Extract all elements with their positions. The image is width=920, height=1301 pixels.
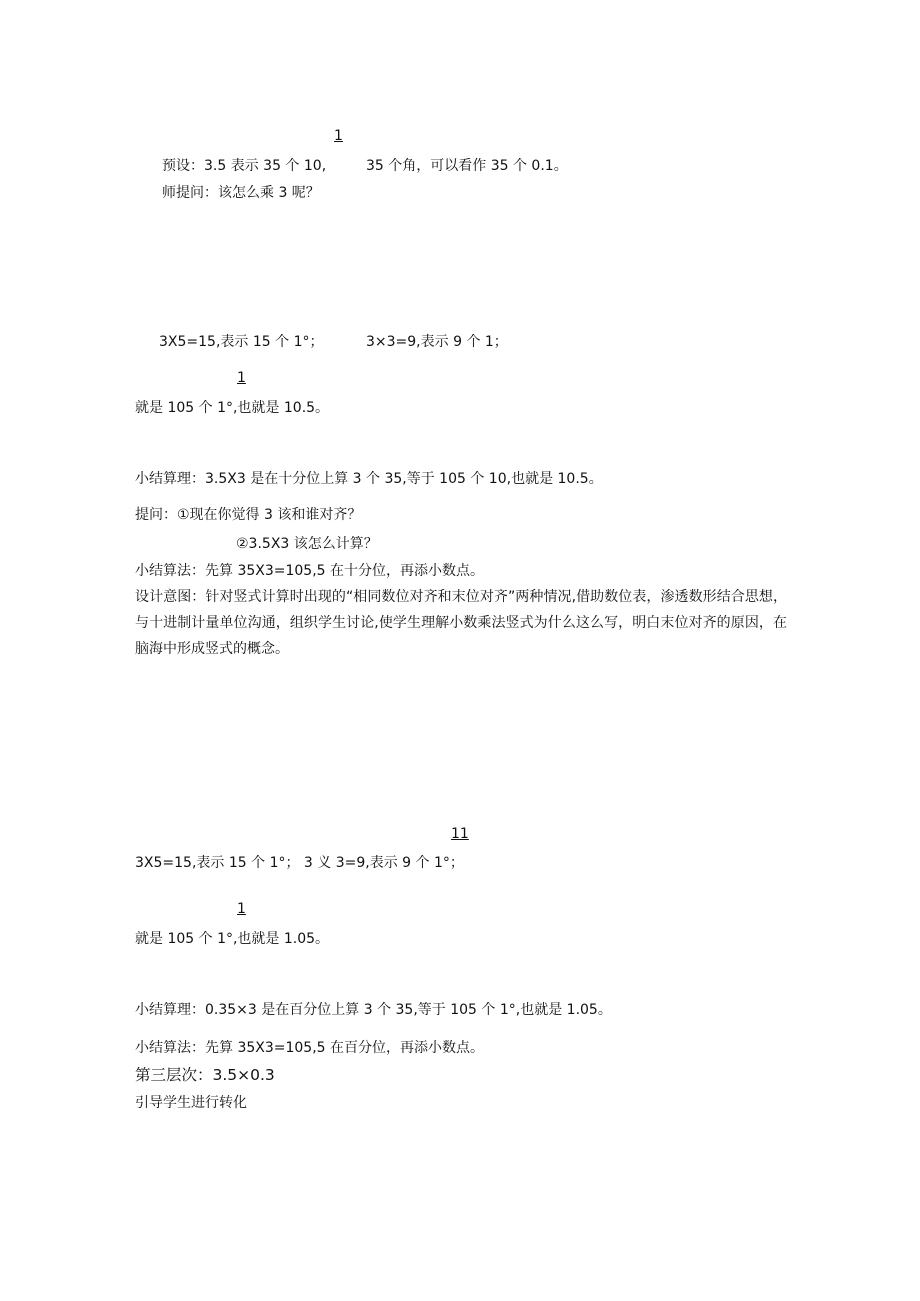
preset-text-left: 预设：3.5 表示 35 个 10, [162, 158, 327, 174]
fraction-numerator: 1 [237, 901, 246, 917]
guide-text: 引导学生进行转化 [135, 1095, 247, 1111]
summary-method: 小结算法：先算 35X3=105,5 在十分位，再添小数点。 [135, 563, 485, 579]
question-2: ②3.5X3 该怎么计算？ [236, 536, 378, 552]
question-1: 提问：①现在你觉得 3 该和谁对齐？ [135, 507, 362, 523]
calc-line-left: 3X5=15,表示 15 个 1°； [159, 334, 324, 350]
design-intent-paragraph: 设计意图：针对竖式计算时出现的“相同数位对齐和末位对齐”两种情况,借助数位表，渗透数形结合思想，与十进制计量单位沟通，组织学生讨论,使学生理解小数乘法竖式为什么这么写，明白末位对齐的原因，在脑海中形成竖式的概念。 [135, 589, 787, 657]
fraction-numerator: 1 [237, 370, 246, 386]
result-line: 就是 105 个 1°,也就是 10.5。 [135, 400, 330, 416]
preset-text-right: 35 个角，可以看作 35 个 0.1。 [366, 158, 568, 174]
fraction-numerator: 1 [334, 128, 343, 144]
summary-method: 小结算法：先算 35X3=105,5 在百分位，再添小数点。 [135, 1040, 485, 1056]
summary-reason: 小结算理：0.35×3 是在百分位上算 3 个 35,等于 105 个 1°,也就是 1.05。 [135, 1002, 612, 1018]
fraction-numerator: 11 [451, 826, 469, 842]
summary-reason: 小结算理：3.5X3 是在十分位上算 3 个 35,等于 105 个 10,也就是 10.5。 [135, 471, 603, 487]
calc-line: 3X5=15,表示 15 个 1°； 3 义 3=9,表示 9 个 1°； [135, 855, 464, 871]
level-title: 第三层次：3.5×0.3 [135, 1066, 275, 1084]
calc-line-right: 3×3=9,表示 9 个 1； [366, 334, 508, 350]
teacher-question: 师提问：该怎么乘 3 呢？ [162, 185, 320, 201]
result-line: 就是 105 个 1°,也就是 1.05。 [135, 931, 330, 947]
